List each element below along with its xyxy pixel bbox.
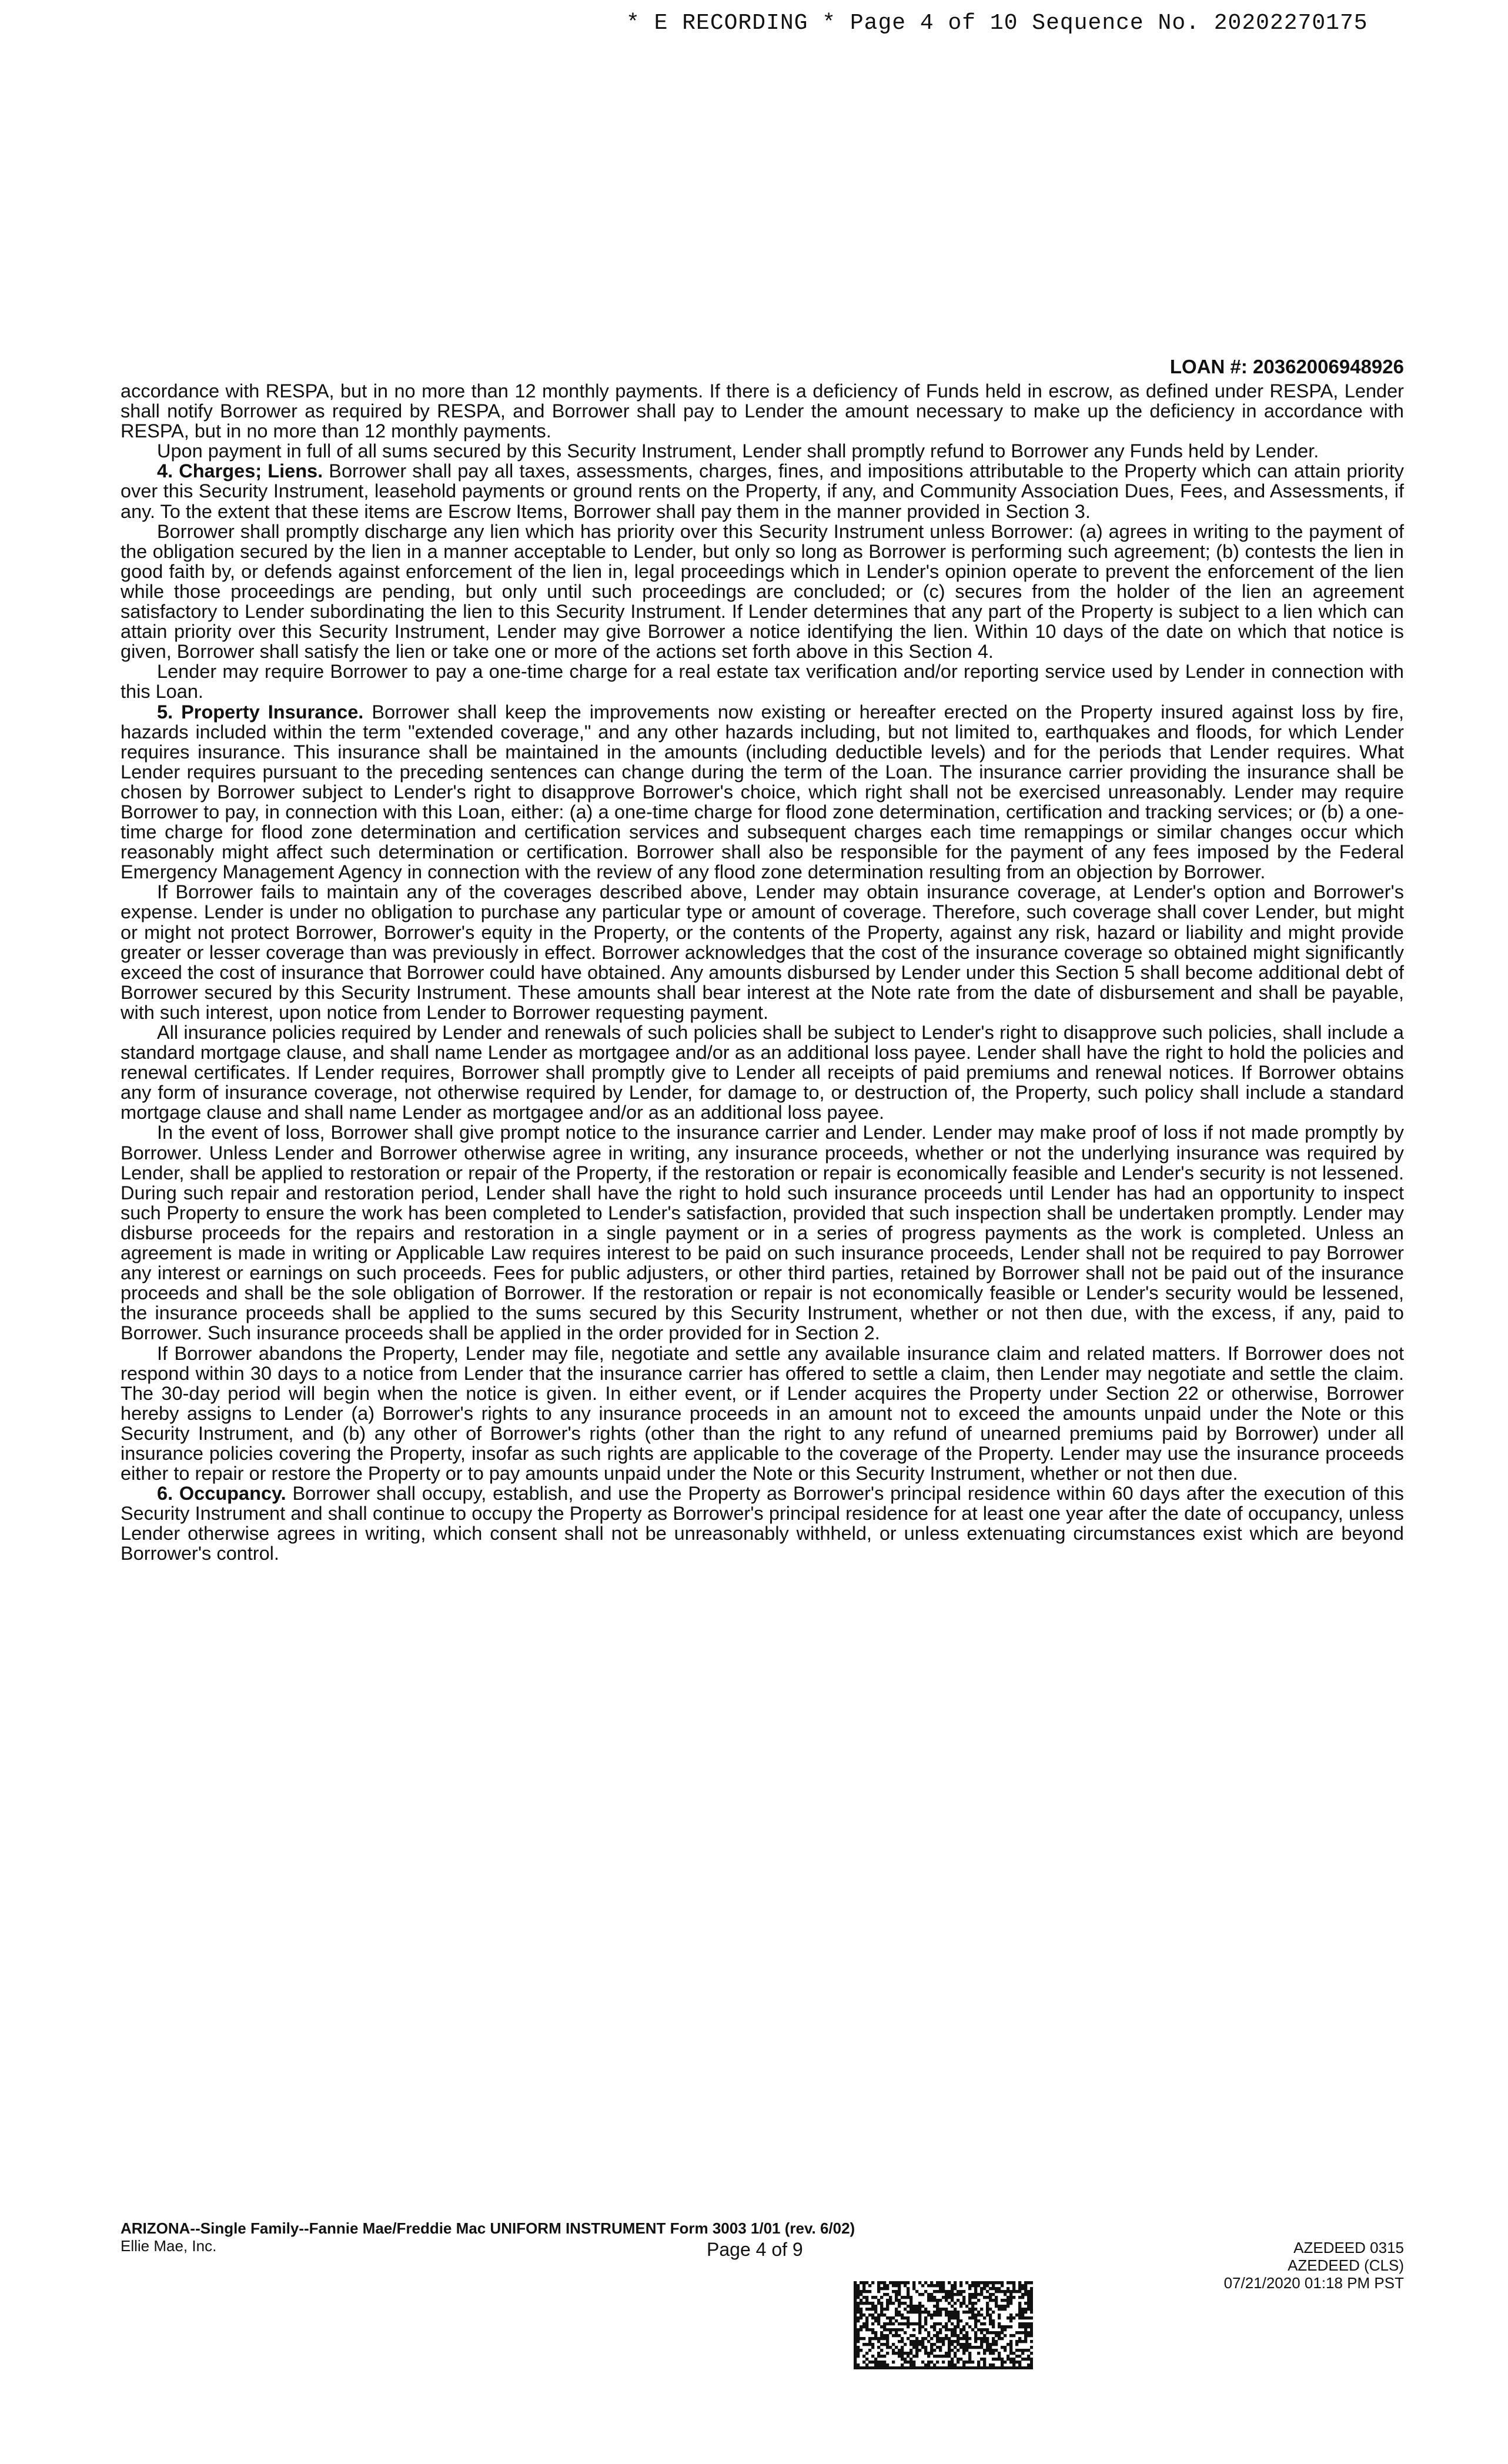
paragraph-lien-discharge: Borrower shall promptly discharge any lien which has priority over this Security Instrument unless Borrower: (a) agrees in writing to the payment of the obligation secured by the lien in a manner acceptable to Lender, but only so long as Borrower is performing such agreement; (b) contests the lien in good faith by, or defends against enforcement of the lien in, legal proceedings which in Lender's opinion operate to prevent the enforcement of the lien while those proceedings are pending, but only until such proceedings are concluded; or (c) secures from the holder of the lien an agreement satisfactory to Lender subordinating the lien to this Security Instrument. If Lender determines that any part of the Property is subject to a lien which can attain priority over this Security Instrument, Lender may give Borrower a notice identifying the lien. Within 10 days of the date on which that notice is given, Borrower shall satisfy the lien or take one or more of the actions set forth above in this Section 4. bbox=[121, 520, 1404, 663]
paragraph-event-of-loss: In the event of loss, Borrower shall give prompt notice to the insurance carrier and Lender. Lender may make proof of loss if not made promptly by Borrower. Unless Lender and Borrower otherwise agree in writing, any insurance proceeds, whether or not the underlying insurance was required by Lender, shall be applied to restoration or repair of the Property, if the restoration or repair is economically feasible and Lender's security is not lessened. During such repair and restoration period, Lender shall have the right to hold such insurance proceeds until Lender has had an opportunity to inspect such Property to ensure the work has been completed to Lender's satisfaction, provided that such inspection shall be undertaken promptly. Lender may disburse proceeds for the repairs and restoration in a single payment or in a series of progress payments as the work is completed. Unless an agreement is made in writing or Applicable Law requires interest to be paid on such insurance proceeds, Lender shall not be required to pay Borrower any interest or earnings on such proceeds. Fees for public adjusters, or other third parties, retained by Borrower shall not be paid out of the insurance proceeds and shall be the sole obligation of Borrower. If the restoration or repair is not economically feasible or Lender's security would be lessened, the insurance proceeds shall be applied to the sums secured by this Security Instrument, whether or not then due, with the excess, if any, paid to Borrower. Such insurance proceeds shall be applied in the order provided for in Section 2. bbox=[121, 1122, 1404, 1344]
section-4-title: 4. Charges; Liens. bbox=[157, 460, 323, 482]
section-5-property-insurance bbox=[121, 702, 1404, 882]
section-4-text: Borrower shall pay all taxes, assessments, charges, fines, and impositions attributable to the Property which can attain priority over this Security Instrument, leasehold payments or ground rents on the Property, if any, and Community Association Dues, Fees, and Assessments, if any. To the extent that these items are Escrow Items, Borrower shall pay them in the manner provided in Section 3. bbox=[121, 460, 1405, 522]
footer-document-codes bbox=[1224, 2239, 1404, 2292]
paragraph-abandonment: If Borrower abandons the Property, Lender may file, negotiate and settle any available insurance claim and related matters. If Borrower does not respond within 30 days to a notice from Lender that the insurance carrier has offered to settle a claim, then Lender may negotiate and settle the claim. The 30-day period will begin when the notice is given. In either event, or if Lender acquires the Property under Section 22 or otherwise, Borrower hereby assigns to Lender (a) Borrower's rights to any insurance proceeds in an amount not to exceed the amounts unpaid under the Note or this Security Instrument, and (b) any other of Borrower's rights (other than the right to any refund of unearned premiums paid by Borrower) under all insurance policies covering the Property, insofar as such rights are applicable to the coverage of the Property. Lender may use the insurance proceeds either to repair or restore the Property or to pay amounts unpaid under the Note or this Security Instrument, whether or not then due. bbox=[121, 1342, 1404, 1485]
section-5-text: Borrower shall keep the improvements now existing or hereafter erected on the Property insured against loss by fire, hazards included within the term "extended coverage," and any other hazards including, but not limited to, earthquakes and floods, for which Lender requires insurance. This insurance shall be maintained in the amounts (including deductible levels) and for the periods that Lender requires. What Lender requires pursuant to the preceding sentences can change during the term of the Loan. The insurance carrier providing the insurance shall be chosen by Borrower subject to Lender's right to disapprove Borrower's choice, which right shall not be exercised unreasonably. Lender may require Borrower to pay, in connection with this Loan, either: (a) a one-time charge for flood zone determination, certification and tracking services; or (b) a one-time charge for flood zone determination and certification services and subsequent charges each time remappings or similar changes occur which reasonably might affect such determination or certification. Borrower shall also be responsible for the payment of any fees imposed by the Federal Emergency Management Agency in connection with the review of any flood zone determination resulting from an objection by Borrower. bbox=[121, 701, 1404, 883]
footer-form-line: ARIZONA--Single Family--Fannie Mae/Freddie Mac UNIFORM INSTRUMENT Form 3003 1/01 (rev. 6/02) bbox=[121, 2219, 855, 2237]
barcode-image bbox=[854, 2281, 1033, 2369]
loan-number: LOAN #: 20362006948926 bbox=[1169, 356, 1404, 377]
document-body bbox=[121, 381, 1404, 1564]
section-6-title: 6. Occupancy. bbox=[157, 1483, 286, 1505]
paragraph-escrow-continued: accordance with RESPA, but in no more than 12 monthly payments. If there is a deficiency of Funds held in escrow, as defined under RESPA, Lender shall notify Borrower as required by RESPA, and Borrower shall pay to Lender the amount necessary to make up the deficiency in accordance with RESPA, but in no more than 12 monthly payments. bbox=[121, 380, 1404, 442]
footer-vendor: Ellie Mae, Inc. bbox=[121, 2237, 217, 2255]
section-5-title: 5. Property Insurance. bbox=[157, 701, 364, 723]
section-6-occupancy bbox=[121, 1483, 1404, 1563]
footer-timestamp: 07/21/2020 01:18 PM PST bbox=[1223, 2274, 1404, 2292]
footer-code-2: AZEDEED (CLS) bbox=[1288, 2256, 1404, 2274]
paragraph-tax-verification: Lender may require Borrower to pay a one-time charge for a real estate tax verification and/or reporting service used by Lender in connection with this Loan. bbox=[121, 661, 1404, 703]
recording-header: * E RECORDING * Page 4 of 10 Sequence No. 20202270175 bbox=[626, 11, 1368, 36]
footer-page-number: Page 4 of 9 bbox=[707, 2239, 803, 2260]
paragraph-refund: Upon payment in full of all sums secured by this Security Instrument, Lender shall promptly refund to Borrower any Funds held by Lender. bbox=[157, 440, 1319, 462]
paragraph-insurance-policies: All insurance policies required by Lender and renewals of such policies shall be subject to Lender's right to disapprove such policies, shall include a standard mortgage clause, and shall name Lender as mortgagee and/or as an additional loss payee. Lender shall have the right to hold the policies and renewal certificates. If Lender requires, Borrower shall promptly give to Lender all receipts of paid premiums and renewal notices. If Borrower obtains any form of insurance coverage, not otherwise required by Lender, for damage to, or destruction of, the Property, such policy shall include a standard mortgage clause and shall name Lender as mortgagee and/or as an additional loss payee. bbox=[121, 1022, 1404, 1124]
section-4-charges-liens bbox=[121, 461, 1404, 521]
footer-code-1: AZEDEED 0315 bbox=[1293, 2239, 1404, 2256]
paragraph-coverage-failure: If Borrower fails to maintain any of the coverages described above, Lender may obtain insurance coverage, at Lender's option and Borrower's expense. Lender is under no obligation to purchase any particular type or amount of coverage. Therefore, such coverage shall cover Lender, but might or might not protect Borrower, Borrower's equity in the Property, or the contents of the Property, against any risk, hazard or liability and might provide greater or lesser coverage than was previously in effect. Borrower acknowledges that the cost of the insurance coverage so obtained might significantly exceed the cost of insurance that Borrower could have obtained. Any amounts disbursed by Lender under this Section 5 shall become additional debt of Borrower secured by this Security Instrument. These amounts shall bear interest at the Note rate from the date of disbursement and shall be payable, with such interest, upon notice from Lender to Borrower requesting payment. bbox=[121, 881, 1404, 1023]
section-6-text: Borrower shall occupy, establish, and use the Property as Borrower's principal residence within 60 days after the execution of this Security Instrument and shall continue to occupy the Property as Borrower's principal residence for at least one year after the date of occupancy, unless Lender otherwise agrees in writing, which consent shall not be unreasonably withheld, or unless extenuating circumstances exist which are beyond Borrower's control. bbox=[121, 1483, 1404, 1564]
